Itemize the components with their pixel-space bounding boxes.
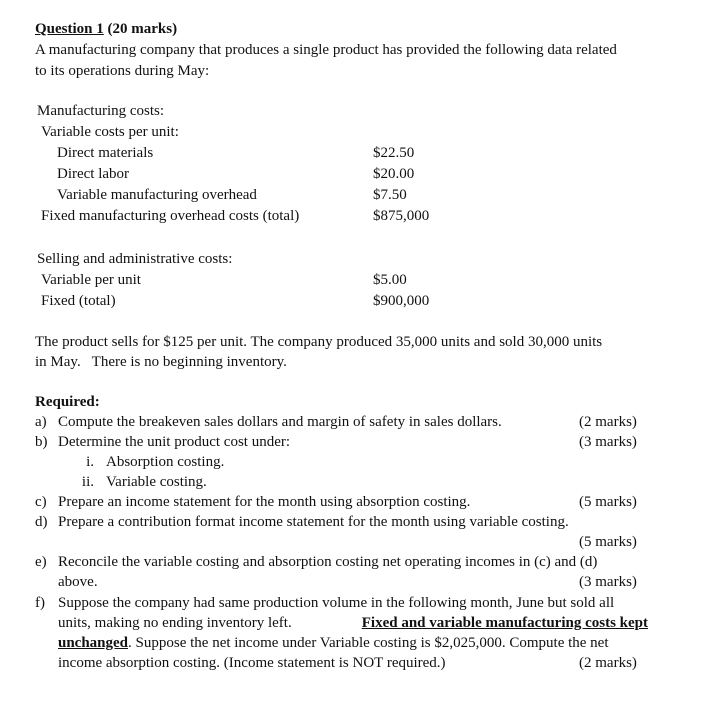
item-b-sub-i-num: i.: [86, 454, 94, 470]
item-f-line-4: income absorption costing. (Income statement is NOT required.): [58, 655, 446, 671]
row-label-variable-per-unit: Variable per unit: [41, 272, 141, 288]
item-f-line-1: Suppose the company had same production volume in the following month, June but sold all: [58, 595, 615, 611]
item-d-letter: d): [35, 514, 48, 530]
item-b-text: Determine the unit product cost under:: [58, 434, 291, 450]
item-f-line-2-text: units, making no ending inventory left.: [58, 615, 292, 631]
item-f-letter: f): [35, 595, 45, 611]
item-b-marks: (3 marks): [579, 434, 637, 450]
item-d-text: Prepare a contribution format income statement for the month using variable costing.: [58, 514, 569, 530]
item-c-letter: c): [35, 494, 47, 510]
item-b-sub-ii-text: Variable costing.: [106, 474, 207, 490]
row-label-direct-labor: Direct labor: [57, 166, 130, 182]
row-value-variable-overhead: $7.50: [373, 187, 407, 203]
item-c-marks: (5 marks): [579, 494, 637, 510]
product-info-line-1: The product sells for $125 per unit. The company produced 35,000 units and sold 30,000 units: [35, 334, 603, 350]
question-marks: (20 marks): [107, 21, 178, 37]
row-label-fixed-overhead: Fixed manufacturing overhead costs (total): [41, 208, 300, 224]
item-f-line-3-text: . Suppose the net income under Variable costing is $2,025,000. Compute the net: [128, 635, 609, 651]
row-label-fixed-total: Fixed (total): [41, 293, 116, 309]
item-e-line-2: above.: [58, 574, 98, 590]
variable-heading: Variable costs per unit:: [41, 124, 179, 140]
row-label-direct-materials: Direct materials: [57, 145, 154, 161]
item-f-line-3: [58, 633, 648, 653]
item-f-emphasis-unchanged: unchanged: [58, 635, 129, 651]
intro-line-2: to its operations during May:: [35, 63, 210, 79]
item-b-sub-ii-num: ii.: [81, 474, 94, 490]
row-value-fixed-overhead: $875,000: [373, 208, 430, 224]
item-e-marks: (3 marks): [579, 574, 637, 590]
item-f-marks: (2 marks): [579, 655, 637, 671]
row-value-direct-materials: $22.50: [373, 145, 415, 161]
question-number: Question 1: [35, 21, 104, 37]
row-value-fixed-total: $900,000: [373, 293, 430, 309]
item-a-marks: (2 marks): [579, 414, 637, 430]
item-e-line-1: Reconcile the variable costing and absorption costing net operating incomes in (c) and (d): [58, 554, 598, 570]
item-d-marks: (5 marks): [579, 534, 637, 550]
row-label-variable-overhead: Variable manufacturing overhead: [57, 187, 257, 203]
item-e-letter: e): [35, 554, 47, 570]
question-title: [35, 19, 177, 39]
row-value-variable-per-unit: $5.00: [373, 272, 407, 288]
selling-heading: Selling and administrative costs:: [37, 251, 233, 267]
item-b-letter: b): [35, 434, 48, 450]
intro-line-1: A manufacturing company that produces a single product has provided the following data related: [35, 42, 617, 58]
item-a-letter: a): [35, 414, 47, 430]
item-a-text: Compute the breakeven sales dollars and margin of safety in sales dollars.: [58, 414, 502, 430]
product-info-line-2: in May. There is no beginning inventory.: [35, 354, 287, 370]
item-c-text: Prepare an income statement for the month using absorption costing.: [58, 494, 471, 510]
row-value-direct-labor: $20.00: [373, 166, 415, 182]
required-heading: Required:: [35, 394, 100, 410]
item-b-sub-i-text: Absorption costing.: [106, 454, 225, 470]
item-f-line-2: [58, 613, 648, 633]
manufacturing-heading: Manufacturing costs:: [37, 103, 165, 119]
item-f-emphasis-fixed-variable: Fixed and variable manufacturing costs kept: [361, 615, 648, 631]
